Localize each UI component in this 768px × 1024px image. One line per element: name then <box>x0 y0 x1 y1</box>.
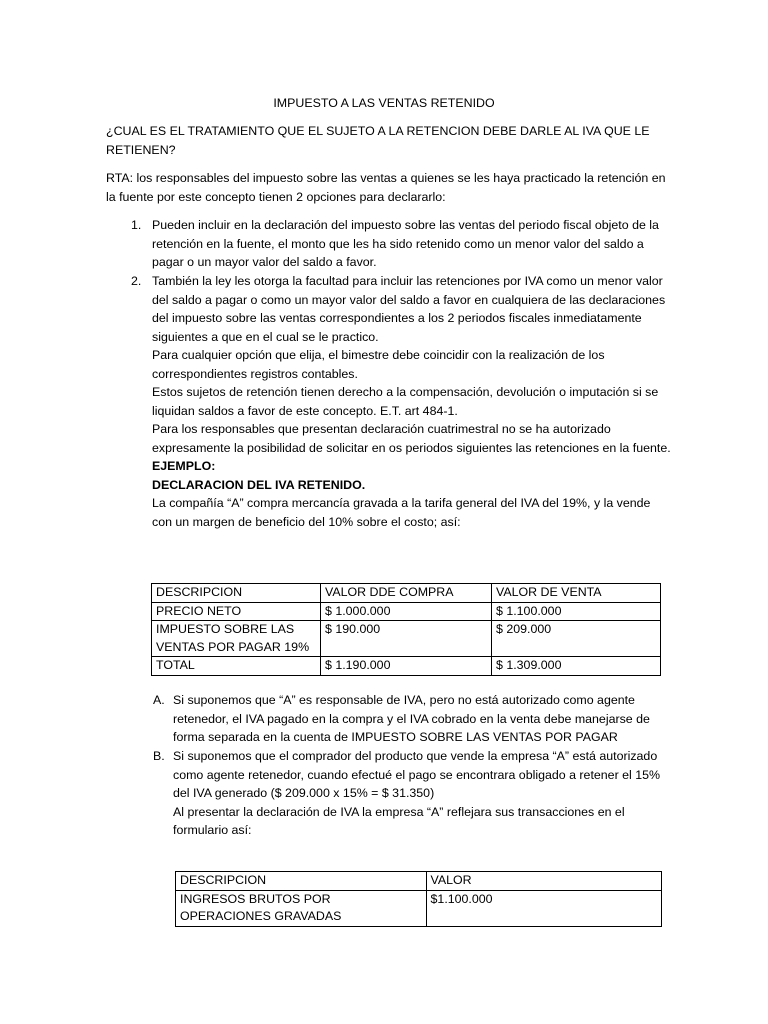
table-header-row <box>152 584 661 603</box>
table-cell: PRECIO NETO <box>152 602 321 621</box>
purchase-sale-table <box>151 583 661 676</box>
rta-paragraph: RTA: los responsables del impuesto sobre las ventas a quienes se les haya practicado la retención en la fuente por este concepto tienen 2 opciones para declararlo: <box>106 171 666 204</box>
case-extra-text: Al presentar la declaración de IVA la empresa “A” reflejara sus transacciones en el formulario así: <box>173 804 625 837</box>
table-cell: $ 1.100.000 <box>492 602 661 621</box>
list-item-extra-text: Para los responsables que presentan declaración cuatrimestral no se ha autorizado expresamente la posibilidad de solicitar en os periodos siguientes las retenciones en la fuente. <box>152 422 671 455</box>
table-cell: $ 209.000 <box>492 621 661 657</box>
table-cell: IMPUESTO SOBRE LAS VENTAS POR PAGAR 19% <box>152 621 321 657</box>
table-cell: TOTAL <box>152 657 321 676</box>
company-example-text: La compañía “A” compra mercancía gravada a la tarifa general del IVA del 19%, y la vende con un margen de beneficio del 10% sobre el costo; así: <box>152 496 651 529</box>
table-header-cell: DESCRIPCION <box>152 584 321 603</box>
table-cell: $ 1.190.000 <box>321 657 492 676</box>
list-number: 2. <box>131 274 142 288</box>
table-header-cell: VALOR DDE COMPRA <box>321 584 492 603</box>
question-text: ¿CUAL ES EL TRATAMIENTO QUE EL SUJETO A LA RETENCION DEBE DARLE AL IVA QUE LE RETIENEN? <box>106 124 650 157</box>
table-cell: $ 1.309.000 <box>492 657 661 676</box>
list-item-text: También la ley les otorga la facultad para incluir las retenciones por IVA como un menor valor del saldo a pagar o como un mayor valor del saldo a favor en cualquiera de las declaraciones del impuesto sobre las ventas correspondientes a los 2 periodos fiscales inmediatamente siguientes a que en el cual se le practico. <box>152 274 666 344</box>
list-item-extra-text: Para cualquier opción que elija, el bimestre debe coincidir con la realización de los correspondientes registros contables. <box>152 348 605 381</box>
table-header-row <box>176 872 662 891</box>
list-item-text: Pueden incluir en la declaración del impuesto sobre las ventas del periodo fiscal objeto de la retención en la fuente, el monto que les ha sido retenido como un menor valor del saldo a pagar o un mayor valor del saldo a favor. <box>152 218 659 269</box>
declaration-form-table <box>175 871 662 927</box>
case-label: B. <box>153 749 165 763</box>
table-cell: $ 1.000.000 <box>321 602 492 621</box>
example-heading: EJEMPLO: <box>152 459 216 473</box>
case-text: Si suponemos que el comprador del producto que vende la empresa “A” está autorizado como agente retenedor, cuando efectué el pago se encontrara obligado a retener el 15% del IVA generado ($ 209.000 x 15% = $ 31.350) <box>173 749 661 800</box>
table-cell: $ 190.000 <box>321 621 492 657</box>
table-header-cell: DESCRIPCION <box>176 872 427 891</box>
table-header-cell: VALOR DE VENTA <box>492 584 661 603</box>
declaration-heading: DECLARACION DEL IVA RETENIDO. <box>152 477 366 492</box>
table-row <box>152 621 661 657</box>
case-label: A. <box>153 693 165 707</box>
table-cell: $1.100.000 <box>426 890 661 926</box>
list-number: 1. <box>131 218 142 232</box>
table-row <box>176 890 662 926</box>
document-title: IMPUESTO A LAS VENTAS RETENIDO <box>273 96 495 110</box>
case-text: Si suponemos que “A” es responsable de IVA, pero no está autorizado como agente retenedor, el IVA pagado en la compra y el IVA cobrado en la venta debe manejarse de forma separada en la cuenta de IMPUESTO SOBRE LAS VENTAS POR PAGAR <box>173 693 650 744</box>
table-row <box>152 602 661 621</box>
table-row <box>152 657 661 676</box>
list-item-extra-text: Estos sujetos de retención tienen derecho a la compensación, devolución o imputación si se liquidan saldos a favor de este concepto. E.T. art 484-1. <box>152 385 659 418</box>
table-cell: INGRESOS BRUTOS POR OPERACIONES GRAVADAS <box>176 890 427 926</box>
table-header-cell: VALOR <box>426 872 661 891</box>
